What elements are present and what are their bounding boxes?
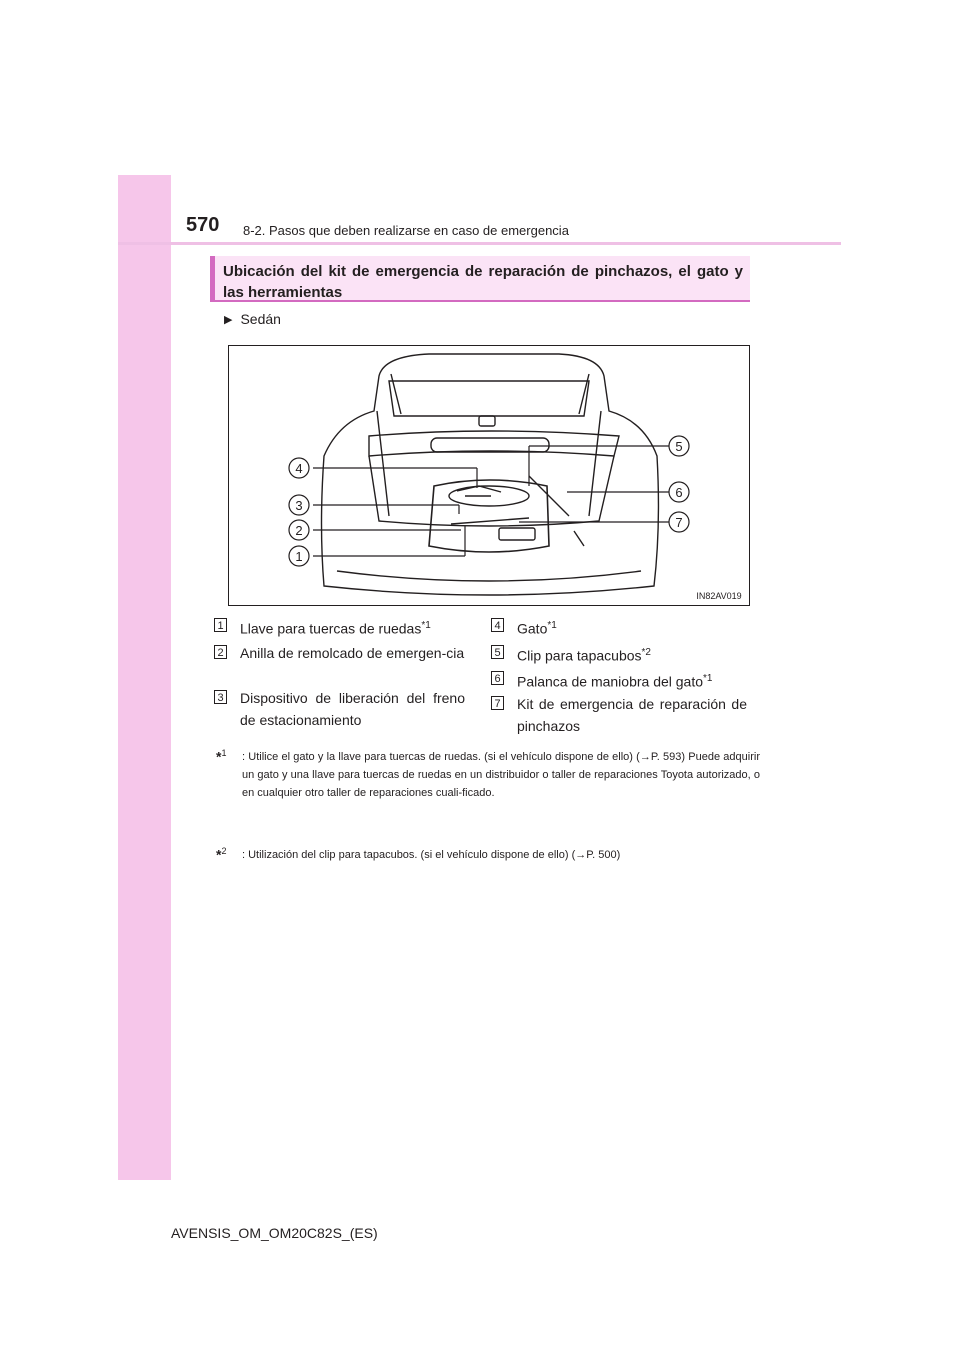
jack-handle	[529, 476, 584, 546]
legend-number: 6	[491, 671, 504, 685]
footnote-text: : Utilización del clip para tapacubos. (si el vehículo dispone de ello) (→P. 500)	[242, 849, 621, 861]
section-heading: Ubicación del kit de emergencia de reparación de pinchazos, el gato y las herramientas	[223, 263, 743, 301]
legend-note: *1	[421, 620, 431, 631]
spare-well	[429, 480, 549, 552]
legend-text: Palanca de maniobra del gato	[517, 673, 704, 690]
callout-4-label: 4	[295, 461, 303, 476]
legend-text: Kit de emergencia de reparación de pinchazos	[517, 696, 747, 734]
rear-bumper	[337, 571, 641, 581]
legend-text: Gato	[517, 620, 548, 637]
trunk-lid-right	[579, 374, 601, 516]
trunk-lid-left	[377, 374, 401, 516]
footnote-mark: *$^2$	[216, 846, 227, 863]
title-box	[210, 256, 750, 302]
callout-6-label: 6	[675, 485, 683, 500]
legend-number: 7	[491, 696, 504, 710]
title-accent-bar	[210, 256, 215, 300]
wrench	[451, 518, 529, 524]
trunk-lid	[389, 381, 589, 416]
legend-number: 2	[214, 645, 227, 659]
side-tab	[118, 175, 171, 1180]
callout-7-label: 7	[675, 515, 683, 530]
legend-number: 5	[491, 645, 504, 659]
legend-text: Llave para tuercas de ruedas	[240, 620, 422, 637]
legend-number: 3	[214, 690, 227, 704]
latch	[479, 416, 495, 426]
footnote-mark: *$^1$	[216, 748, 227, 765]
legend-note: *1	[703, 673, 713, 684]
legend-note: *1	[547, 620, 557, 631]
figure-code: IN82AV019	[696, 591, 742, 601]
jack	[457, 486, 501, 496]
trunk-illustration	[228, 345, 750, 606]
legend-number: 1	[214, 618, 227, 632]
handle	[431, 438, 549, 452]
triangle-bullet-icon: ▶	[224, 313, 233, 326]
legend-text: Anilla de remolcado de emergen-cia	[240, 645, 465, 661]
header-rule	[118, 242, 841, 245]
legend-note: *2	[641, 647, 651, 658]
footnote-text: : Utilice el gato y la llave para tuercas de ruedas. (si el vehículo dispone de ello) (→P. 593) Puede adquirir un gato y una llave para tuercas de ruedas en un distribuidor o taller de reparaciones Toyota autorizado, o en cualquier otro taller de reparaciones cuali-ficado.	[242, 751, 760, 799]
variant-text: Sedán	[240, 311, 281, 327]
document-code: AVENSIS_OM_OM20C82S_(ES)	[171, 1225, 378, 1241]
trunk-floor	[369, 456, 614, 526]
section-title: 8-2. Pasos que deben realizarse en caso de emergencia	[243, 223, 569, 238]
callout-1-label: 1	[295, 549, 303, 564]
repair-kit	[499, 528, 535, 540]
legend-number: 4	[491, 618, 504, 632]
legend-text: Dispositivo de liberación del freno de estacionamiento	[240, 690, 465, 728]
callout-5-label: 5	[675, 439, 683, 454]
callout-3-label: 3	[295, 498, 303, 513]
variant-label	[224, 311, 281, 327]
page-number: 570	[186, 214, 220, 236]
legend-text: Clip para tapacubos	[517, 647, 642, 664]
callout-2-label: 2	[295, 523, 303, 538]
